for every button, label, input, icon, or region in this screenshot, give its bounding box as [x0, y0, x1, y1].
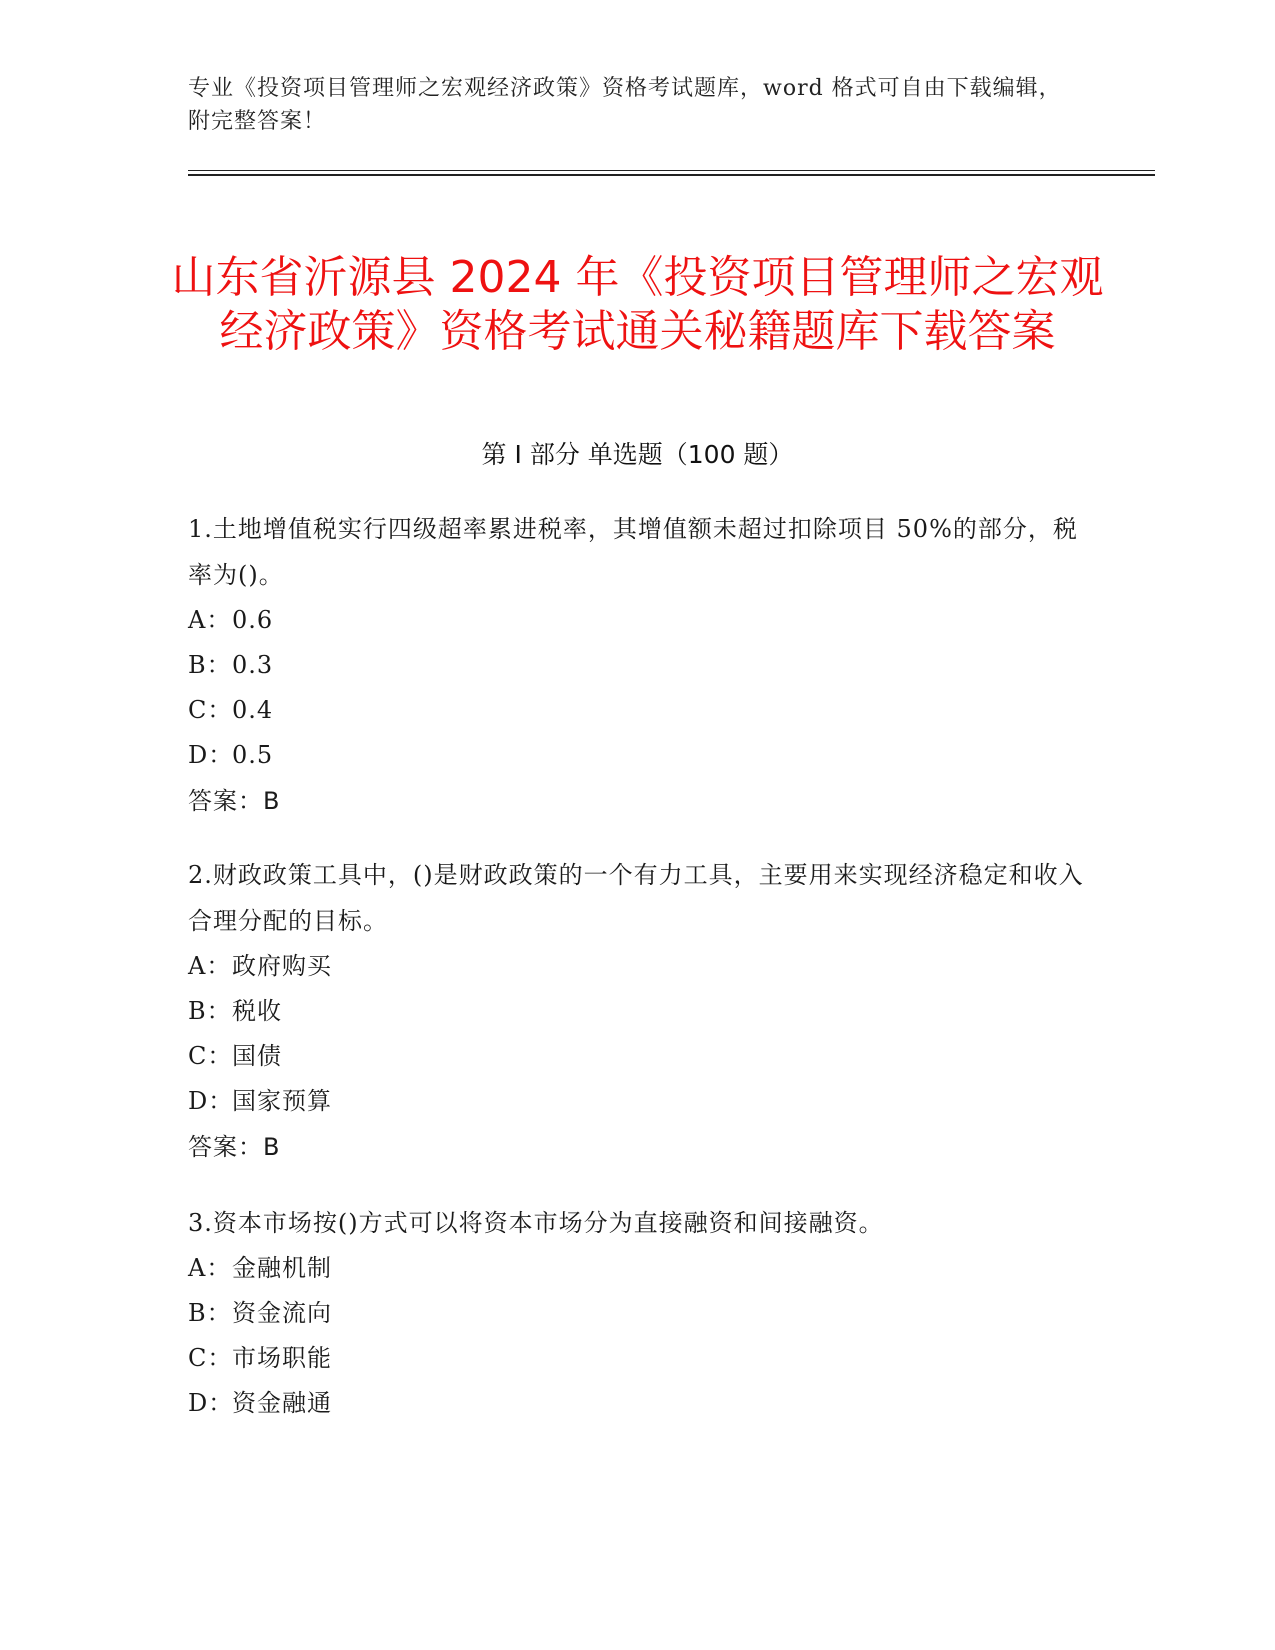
header-note: 专业《投资项目管理师之宏观经济政策》资格考试题库，word 格式可自由下载编辑，附完整答案！: [188, 76, 1062, 134]
answer: 答案：B: [188, 787, 281, 815]
option-letter: A：: [188, 1254, 232, 1282]
option-text: 国家预算: [232, 1087, 332, 1115]
option-letter: D：: [188, 741, 234, 769]
question-stem: 1.土地增值税实行四级超率累进税率，其增值额未超过扣除项目 50%的部分，税率为()。: [188, 515, 1078, 589]
option-d: [188, 1381, 1088, 1426]
option-letter: B：: [188, 651, 232, 679]
option-d: [188, 1079, 1088, 1124]
option-c: [188, 1336, 1088, 1381]
option-letter: D：: [188, 1389, 234, 1417]
option-text: 金融机制: [232, 1254, 332, 1282]
option-letter: B：: [188, 1299, 232, 1327]
option-letter: D：: [188, 1087, 234, 1115]
question-stem: 2.财政政策工具中，()是财政政策的一个有力工具，主要用来实现经济稳定和收入合理分配的目标。: [188, 861, 1084, 935]
answer: 答案：B: [188, 1133, 281, 1161]
option-b: [188, 643, 1088, 688]
option-letter: B：: [188, 997, 232, 1025]
option-text: 0.6: [232, 606, 274, 634]
option-a: [188, 598, 1088, 643]
option-letter: C：: [188, 696, 233, 724]
option-b: [188, 989, 1088, 1034]
option-text: 资金融通: [232, 1389, 332, 1417]
option-c: [188, 1034, 1088, 1079]
question-2: [188, 852, 1088, 1170]
option-a: [188, 944, 1088, 989]
option-text: 国债: [232, 1042, 282, 1070]
section-title: 第 I 部分 单选题（100 题）: [481, 440, 794, 469]
option-text: 税收: [232, 997, 282, 1025]
option-b: [188, 1291, 1088, 1336]
question-1: [188, 506, 1088, 824]
header-rule-thin: [188, 170, 1155, 171]
option-d: [188, 733, 1088, 778]
question-stem: 3.资本市场按()方式可以将资本市场分为直接融资和间接融资。: [188, 1209, 884, 1237]
option-letter: C：: [188, 1344, 233, 1372]
option-text: 资金流向: [232, 1299, 332, 1327]
header-rule-thick: [188, 174, 1155, 176]
question-3: [188, 1200, 1088, 1426]
option-text: 0.3: [232, 651, 274, 679]
option-c: [188, 688, 1088, 733]
option-text: 0.4: [232, 696, 274, 724]
option-text: 0.5: [232, 741, 274, 769]
option-text: 政府购买: [232, 952, 332, 980]
option-letter: A：: [188, 606, 232, 634]
option-a: [188, 1246, 1088, 1291]
document-title: 山东省沂源县 2024 年《投资项目管理师之宏观经济政策》资格考试通关秘籍题库下载答案: [171, 252, 1104, 358]
option-letter: A：: [188, 952, 232, 980]
option-letter: C：: [188, 1042, 233, 1070]
option-text: 市场职能: [232, 1344, 332, 1372]
